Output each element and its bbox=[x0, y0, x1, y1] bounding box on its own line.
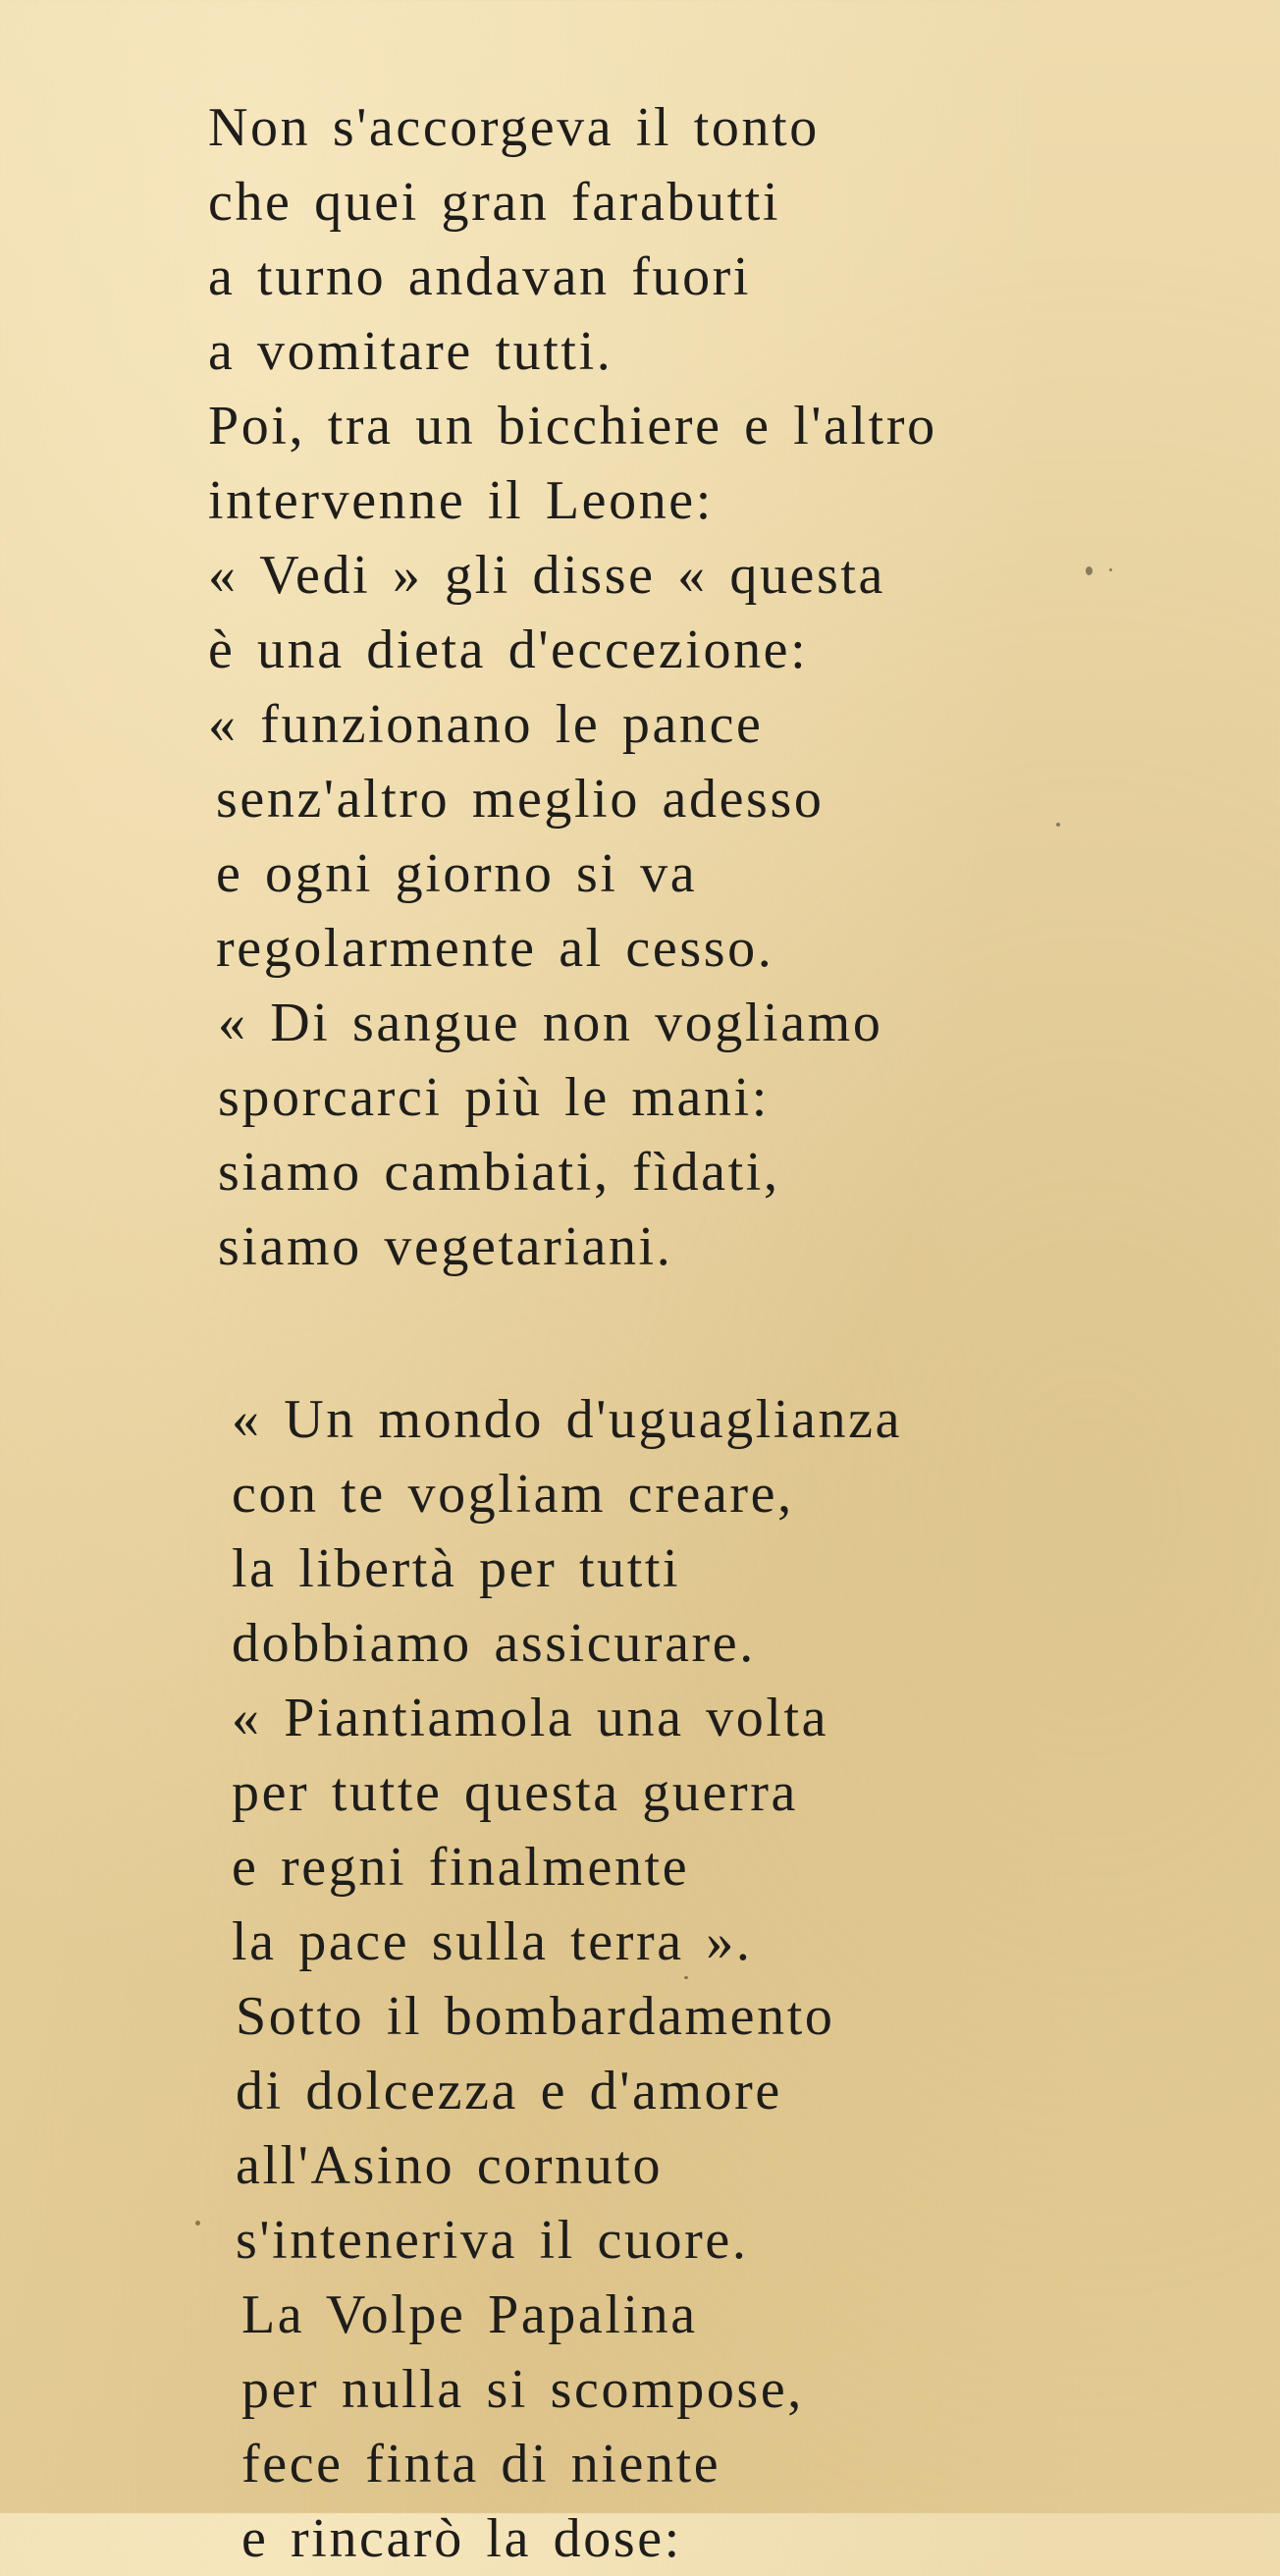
paper-speck bbox=[1086, 566, 1093, 575]
poem-line: senz'altro meglio adesso bbox=[216, 769, 825, 830]
poem-line: per tutte questa guerra bbox=[232, 1762, 798, 1823]
poem-line: La Volpe Papalina bbox=[241, 2284, 698, 2345]
poem-line: « Piantiamola una volta bbox=[232, 1688, 829, 1748]
poem-stanza-1 bbox=[208, 90, 937, 1284]
poem-line: siamo vegetariani. bbox=[218, 1216, 673, 1277]
paper-speck bbox=[1109, 568, 1112, 571]
paper-speck bbox=[195, 2221, 200, 2226]
poem-line: e ogni giorno si va bbox=[216, 843, 698, 904]
poem-line: Non s'accorgeva il tonto bbox=[208, 97, 820, 158]
poem-line: a turno andavan fuori bbox=[208, 246, 752, 307]
paper-speck bbox=[1056, 823, 1060, 827]
poem-line: a vomitare tutti. bbox=[208, 321, 613, 382]
poem-line: che quei gran farabutti bbox=[208, 172, 781, 233]
poem-line: s'inteneriva il cuore. bbox=[236, 2210, 749, 2271]
poem-line: Poi, tra un bicchiere e l'altro bbox=[208, 396, 937, 456]
poem-line: intervenne il Leone: bbox=[208, 470, 714, 531]
poem-line: regolarmente al cesso. bbox=[216, 918, 774, 979]
poem-line: è una dieta d'eccezione: bbox=[208, 619, 809, 680]
poem-line: « Di sangue non vogliamo bbox=[218, 993, 883, 1053]
poem-line: Sotto il bombardamento bbox=[236, 1986, 835, 2047]
poem-line: e regni finalmente bbox=[232, 1837, 690, 1898]
poem-line: « funzionano le pance bbox=[208, 694, 764, 755]
poem-line: e rincarò la dose: bbox=[241, 2508, 682, 2569]
paper-speck bbox=[684, 1976, 688, 1979]
poem-line: sporcarci più le mani: bbox=[218, 1067, 770, 1128]
poem-line: siamo cambiati, fìdati, bbox=[218, 1142, 780, 1203]
poem-line: di dolcezza e d'amore bbox=[236, 2061, 782, 2121]
poem-line: per nulla si scompose, bbox=[241, 2359, 804, 2420]
poem-stanza-2 bbox=[232, 1382, 902, 2576]
poem-line: fece finta di niente bbox=[241, 2434, 721, 2495]
poem-line: con te vogliam creare, bbox=[232, 1464, 794, 1525]
poem-line: dobbiamo assicurare. bbox=[232, 1613, 756, 1674]
poem-line: la libertà per tutti bbox=[232, 1538, 681, 1599]
poem-line: « Un mondo d'uguaglianza bbox=[232, 1389, 903, 1450]
poem-line: all'Asino cornuto bbox=[236, 2135, 664, 2196]
poem-line: « Vedi » gli disse « questa bbox=[208, 545, 886, 606]
poem-line: la pace sulla terra ». bbox=[232, 1911, 753, 1972]
